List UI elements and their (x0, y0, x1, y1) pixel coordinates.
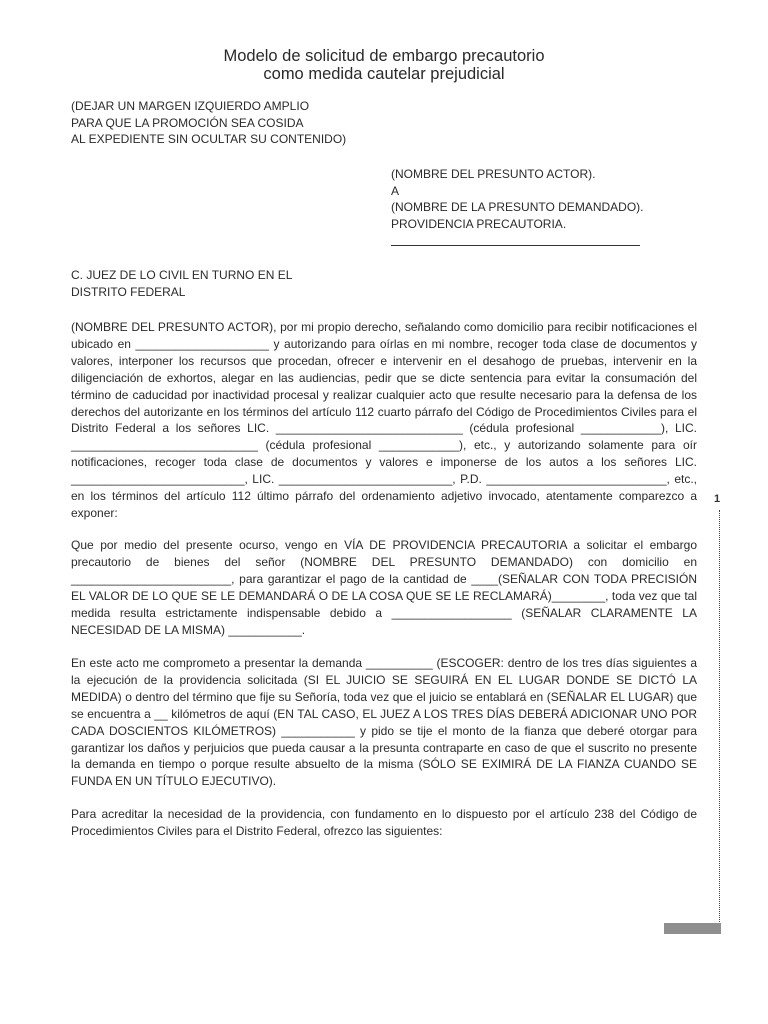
paragraph-authorization: (NOMBRE DEL PRESUNTO ACTOR), por mi propio derecho, señalando como domicilio para recibir notificaciones el ubicado en ____________________ y autorizando para oírlas en mi nombre, recoger toda clase de documentos y valores, interponer los recursos que procedan, ofrecer e intervenir en el desahogo de pruebas, intervenir en la diligenciación de exhortos, alegar en las audiencias, pedir que se dicte sentencia para evitar la consumación del término de caducidad por inactividad procesal y realizar cualquier acto que resulte necesario para la defensa de los derechos del autorizante en los términos del artículo 112 cuarto párrafo del Código de Procedimientos Civiles para el Distrito Federal a los señores LIC. ____________________________ (cédula profesional ____________), LIC. ____________________________ (cédula profesional ____________), etc., y autorizando solamente para oír notificaciones, recoger toda clase de documentos y valores e imponerse de los autos a los señores LIC. __________________________, LIC. __________________________, P.D. ___________________________, etc., en los términos del artículo 112 último párrafo del ordenamiento adjetivo invocado, atentamente comparezco a exponer: (71, 320, 697, 520)
addressee: C. JUEZ DE LO CIVIL EN TURNO EN EL DISTRITO FEDERAL (71, 268, 293, 299)
paragraph-commitment: En este acto me comprometo a presentar la demanda __________ (ESCOGER: dentro de los tres días siguientes a la ejecución de la providencia solicitada (SI EL JUICIO SE SEGUIRÁ EN EL LUGAR DONDE SE DICTÓ LA MEDIDA) o dentro del término que fije su Señoría, toda vez que el juicio se entablará en (SEÑALAR EL LUGAR) que se encuentra a __ kilómetros de aquí (EN TAL CASO, EL JUEZ A LOS TRES DÍAS DEBERÁ ADICIONAR UNO POR CADA DOSCIENTOS KILÓMETROS) ___________ y pido se tije el monto de la fianza que deberé otorgar para garantizar los daños y perjuicios que pueda causar a la presunta contraparte en caso de que el suscrito no presente la demanda en tiempo o porque resulte absuelto de la misma (SÓLO SE EXIMIRÁ DE LA FIANZA CUANDO SE FUNDA EN UN TÍTULO EJECUTIVO). (71, 656, 697, 789)
paragraph-request: Que por medio del presente ocurso, vengo en VÍA DE PROVIDENCIA PRECAUTORIA a solicitar el embargo precautorio de bienes del señor (NOMBRE DEL PRESUNTO DEMANDADO) con domicilio en ________________________, para garantizar el pago de la cantidad de ____(SEÑALAR CON TODA PRECISIÓN EL VALOR DE LO QUE SE LE DEMANDARÁ O DE LA COSA QUE SE LE RECLAMARÁ)________, toda vez que tal medida resulta estrictamente indispensable debido a __________________ (SEÑALAR CLARAMENTE LA NECESIDAD DE LA MISMA) ___________. (71, 538, 697, 637)
title-line-2: como medida cautelar prejudicial (263, 65, 505, 83)
page-number: 1 (714, 493, 721, 505)
margin-dotted-line (719, 510, 720, 922)
signature-rule (391, 245, 640, 246)
margin-instruction: (DEJAR UN MARGEN IZQUIERDO AMPLIO PARA QUE LA PROMOCIÓN SEA COSIDA AL EXPEDIENTE SIN OCULTAR SU CONTENIDO) (71, 99, 347, 146)
parties-connector: A (391, 183, 400, 198)
actor-name: (NOMBRE DEL PRESUNTO ACTOR). (391, 167, 596, 181)
case-parties (391, 166, 651, 246)
document-title (0, 47, 768, 83)
proceeding-type: PROVIDENCIA PRECAUTORIA. (391, 216, 567, 231)
title-line-1: Modelo de solicitud de embargo precautorio (223, 47, 545, 65)
defendant-name: (NOMBRE DE LA PRESUNTO DEMANDADO). (391, 200, 644, 214)
margin-bar (664, 923, 721, 934)
paragraph-evidence: Para acreditar la necesidad de la providencia, con fundamento en lo dispuesto por el artículo 238 del Código de Procedimientos Civiles para el Distrito Federal, ofrezco las siguientes: (71, 807, 697, 838)
